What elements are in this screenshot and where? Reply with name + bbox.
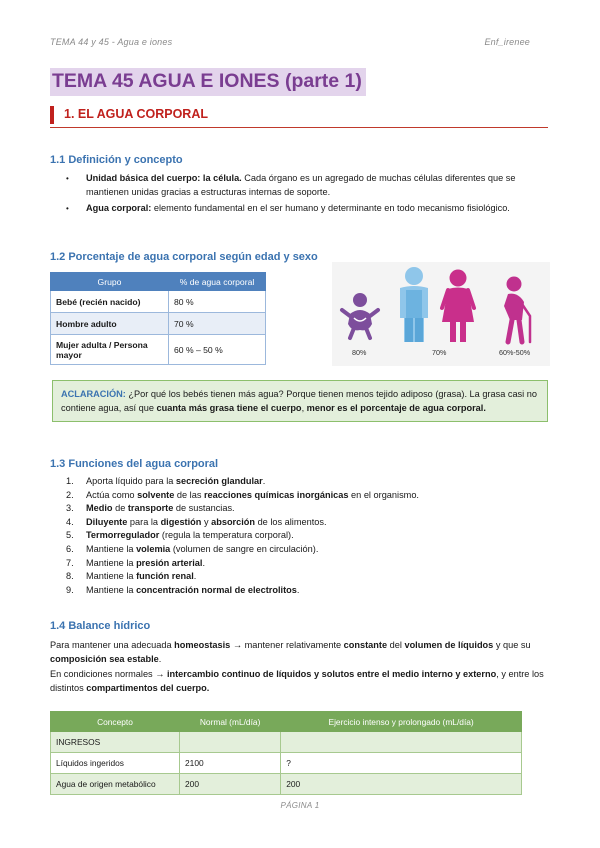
document-title: TEMA 45 AGUA E IONES (parte 1) [50, 68, 366, 96]
list-item [66, 570, 546, 584]
note-text-2: , [301, 403, 307, 413]
item-text: de los alimentos. [255, 516, 327, 527]
para-text: del [387, 640, 405, 650]
item-bold-text: presión arterial [136, 557, 203, 568]
item-bold-text: volemia [136, 543, 171, 554]
cell-normal: 2100 [180, 753, 281, 774]
cell-percentage: 60 % – 50 % [169, 335, 266, 365]
note-label: ACLARACIÓN: [61, 389, 126, 399]
item-bold-text: transporte [127, 503, 174, 514]
para-text: → mantener relativamente [230, 640, 344, 650]
item-number: 6. [66, 543, 74, 554]
item-text: para la [127, 516, 161, 527]
subheading-1-3: 1.3 Funciones del agua corporal [50, 458, 219, 470]
water-balance-table [50, 711, 522, 795]
item-bold-text: concentración normal de electrolitos [136, 584, 297, 595]
para-bold-text: composición sea estable [50, 653, 159, 664]
item-text: de las [174, 489, 204, 500]
para-bold-text: constante [343, 640, 388, 650]
cell-group: Bebé (recién nacido) [51, 291, 169, 313]
item-bold-text: secreción glandular [175, 476, 263, 486]
item-number: 7. [66, 557, 74, 568]
cell-group: Mujer adulta / Persona mayor [51, 335, 169, 365]
list-item [66, 543, 546, 557]
cell-normal [180, 732, 281, 753]
item-bold-text: solvente [137, 489, 175, 500]
item-number: 2. [66, 489, 74, 500]
item-number: 9. [66, 584, 74, 595]
para-bold-text: intercambio continuo de líquidos y solutos entre el medio interno y externo [166, 669, 497, 679]
item-text: . [296, 584, 300, 595]
item-text: en el organismo. [348, 489, 419, 500]
item-text: . [193, 571, 197, 582]
table-row [51, 732, 522, 753]
col-header-concept: Concepto [51, 712, 180, 732]
header-left: TEMA 44 y 45 - Agua e iones [50, 37, 173, 47]
para-text: , y entre los distintos [50, 669, 544, 693]
col-header-normal: Normal (mL/día) [180, 712, 281, 732]
cell-concept: Agua de origen metabólico [51, 774, 180, 795]
table-header-row [51, 712, 522, 732]
item-text: Mantiene la [86, 571, 137, 582]
item-bold-text: Termorregulador [86, 530, 160, 541]
header-right: Enf_irenee [484, 37, 530, 47]
list-item [66, 516, 546, 530]
item-text: (regula la temperatura corporal). [159, 530, 294, 541]
section-heading-1 [50, 104, 548, 128]
woman-figure-icon [442, 270, 474, 343]
bullet-text: elemento fundamental en el ser humano y determinante en todo mecanismo fisiológico. [151, 203, 510, 213]
elderly-figure-icon [504, 277, 530, 343]
list-item [66, 584, 546, 598]
para-text: Para mantener una adecuada [50, 640, 175, 650]
table-header-row [51, 273, 266, 291]
subheading-1-4: 1.4 Balance hídrico [50, 620, 151, 632]
item-text: Mantiene la [86, 557, 137, 568]
table-row [51, 291, 266, 313]
item-bold-text: digestión [160, 516, 202, 527]
item-text: (volumen de sangre en circulación). [170, 543, 319, 554]
item-text: de sustancias. [173, 503, 235, 514]
item-number: 8. [66, 571, 74, 582]
item-text: Mantiene la [86, 543, 137, 554]
table-row [51, 335, 266, 365]
item-text: . [202, 557, 206, 568]
table-row [51, 753, 522, 774]
item-bold-text: absorción [211, 516, 256, 527]
item-text: . [262, 476, 266, 486]
item-text: Aporta líquido para la [86, 476, 176, 486]
subheading-1-2: 1.2 Porcentaje de agua corporal según edad y sexo [50, 251, 318, 263]
item-bold-text: reacciones químicas inorgánicas [203, 489, 349, 500]
item-bold-text: Diluyente [86, 516, 128, 527]
item-number: 3. [66, 503, 74, 514]
section-heading-text: 1. EL AGUA CORPORAL [64, 107, 208, 121]
para-bold-text: compartimentos del cuerpo. [86, 682, 210, 693]
col-header-exercise: Ejercicio intenso y prolongado (mL/día) [281, 712, 522, 732]
balance-paragraph-1 [50, 639, 550, 666]
table-row [51, 774, 522, 795]
section-accent-bar [50, 106, 54, 124]
bullet-bold-text: Unidad básica del cuerpo: la célula. [86, 173, 242, 183]
table-row [51, 313, 266, 335]
para-bold-text: homeostasis [174, 640, 231, 650]
cell-exercise [281, 732, 522, 753]
item-bold-text: Medio [86, 503, 113, 514]
cell-exercise: 200 [281, 774, 522, 795]
list-item [66, 557, 546, 571]
functions-numbered-list [66, 475, 546, 597]
definition-bullet-list [66, 172, 548, 219]
cell-normal: 200 [180, 774, 281, 795]
cell-percentage: 80 % [169, 291, 266, 313]
cell-percentage: 70 % [169, 313, 266, 335]
note-text-1: ¿Por qué los bebés tienen más agua? Porque tienen menos tejido adiposo (grasa). La grasa casi no contiene agua, así que [61, 389, 537, 413]
bullet-dot-icon: • [66, 204, 69, 213]
item-text: de [112, 503, 128, 514]
note-bold-1: cuanta más grasa tiene el cuerpo [156, 403, 302, 413]
cell-exercise: ? [281, 753, 522, 774]
list-item [66, 172, 548, 199]
para-text: En condiciones normales → [50, 669, 167, 679]
list-item [66, 529, 546, 543]
list-item [66, 202, 548, 216]
item-text: Mantiene la [86, 584, 137, 595]
item-number: 4. [66, 516, 74, 527]
title-wrap [50, 68, 366, 96]
baby-percentage-label: 80% [352, 348, 367, 357]
col-header-percentage: % de agua corporal [169, 273, 266, 291]
para-text: . [158, 653, 162, 664]
cell-concept: INGRESOS [51, 732, 180, 753]
water-percentage-table [50, 272, 266, 365]
adult-percentage-label: 70% [432, 348, 447, 357]
para-text: y que su [493, 640, 531, 650]
elderly-percentage-label: 60%-50% [499, 348, 531, 357]
col-header-group: Grupo [51, 273, 169, 291]
para-bold-text: volumen de líquidos [404, 640, 494, 650]
page-footer: PÁGINA 1 [280, 801, 320, 810]
list-item [66, 502, 546, 516]
bullet-dot-icon: • [66, 174, 69, 183]
cell-concept: Líquidos ingeridos [51, 753, 180, 774]
item-number: 5. [66, 530, 74, 541]
balance-paragraph-2 [50, 668, 550, 695]
clarification-note [52, 380, 548, 422]
item-bold-text: función renal [136, 571, 194, 582]
item-text: Actúa como [86, 489, 138, 500]
item-number: 1. [66, 476, 74, 486]
body-water-illustration [332, 262, 550, 366]
list-item [66, 489, 546, 503]
bullet-bold-text: Agua corporal: [86, 203, 152, 213]
list-item [66, 475, 546, 489]
note-bold-2: menor es el porcentaje de agua corporal. [306, 403, 486, 413]
subheading-1-1: 1.1 Definición y concepto [50, 154, 183, 166]
item-text: y [201, 516, 212, 527]
bullet-text: Cada órgano es un agregado de muchas células diferentes que se mantienen unidas gracias a estructuras internas de soporte. [86, 173, 516, 197]
man-figure-icon [400, 267, 428, 342]
baby-figure-icon [342, 293, 378, 338]
running-header [50, 37, 530, 47]
cell-group: Hombre adulto [51, 313, 169, 335]
